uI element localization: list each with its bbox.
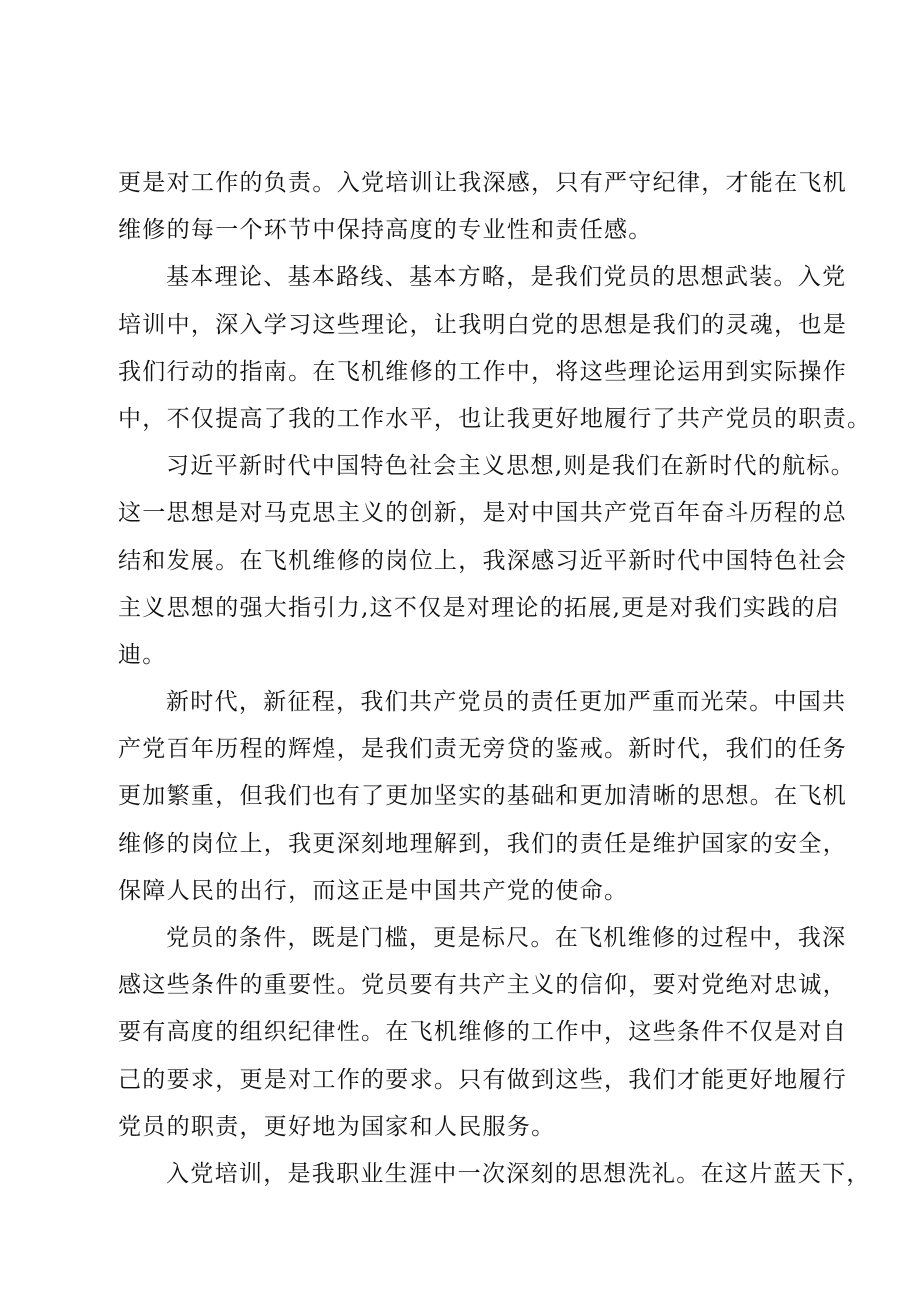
text-line: 基本理论、基本路线、基本方略，是我们党员的思想武装。入党 [166,264,847,291]
text-line: 入党培训，是我职业生涯中一次深刻的思想洗礼。在这片蓝天下， [166,1160,871,1187]
text-line: 我们行动的指南。在飞机维修的工作中，将这些理论运用到实际操作 [118,358,847,385]
text-line: 培训中，深入学习这些理论，让我明白党的思想是我们的灵魂，也是 [118,311,847,338]
text-line: 感这些条件的重要性。党员要有共产主义的信仰，要对党绝对忠诚， [118,972,847,999]
text-line: 己的要求，更是对工作的要求。只有做到这些，我们才能更好地履行 [118,1066,847,1093]
text-line: 迪。 [118,641,167,668]
text-line: 主义思想的强大指引力,这不仅是对理论的拓展,更是对我们实践的启 [118,594,840,621]
text-line: 维修的岗位上，我更深刻地理解到，我们的责任是维护国家的安全， [118,830,847,857]
text-line: 新时代，新征程，我们共产党员的责任更加严重而光荣。中国共 [166,689,847,716]
text-line: 更加繁重，但我们也有了更加坚实的基础和更加清晰的思想。在飞机 [118,783,847,810]
text-line: 保障人民的出行，而这正是中国共产党的使命。 [118,877,629,904]
text-line: 党员的职责，更好地为国家和人民服务。 [118,1113,556,1140]
text-line: 维修的每一个环节中保持高度的专业性和责任感。 [118,217,653,244]
text-line: 产党百年历程的辉煌，是我们责无旁贷的鉴戒。新时代，我们的任务 [118,736,847,763]
text-line: 要有高度的组织纪律性。在飞机维修的工作中，这些条件不仅是对自 [118,1019,847,1046]
text-line: 这一思想是对马克思主义的创新，是对中国共产党百年奋斗历程的总 [118,500,847,527]
text-line: 中，不仅提高了我的工作水平，也让我更好地履行了共产党员的职责。 [118,405,872,432]
text-line: 更是对工作的负责。入党培训让我深感，只有严守纪律，才能在飞机 [118,170,847,196]
text-line: 习近平新时代中国特色社会主义思想,则是我们在新时代的航标。 [166,453,856,480]
text-line: 党员的条件，既是门槛，更是标尺。在飞机维修的过程中，我深 [166,925,847,951]
text-line: 结和发展。在飞机维修的岗位上，我深感习近平新时代中国特色社会 [118,547,847,574]
document-body [118,160,872,1198]
